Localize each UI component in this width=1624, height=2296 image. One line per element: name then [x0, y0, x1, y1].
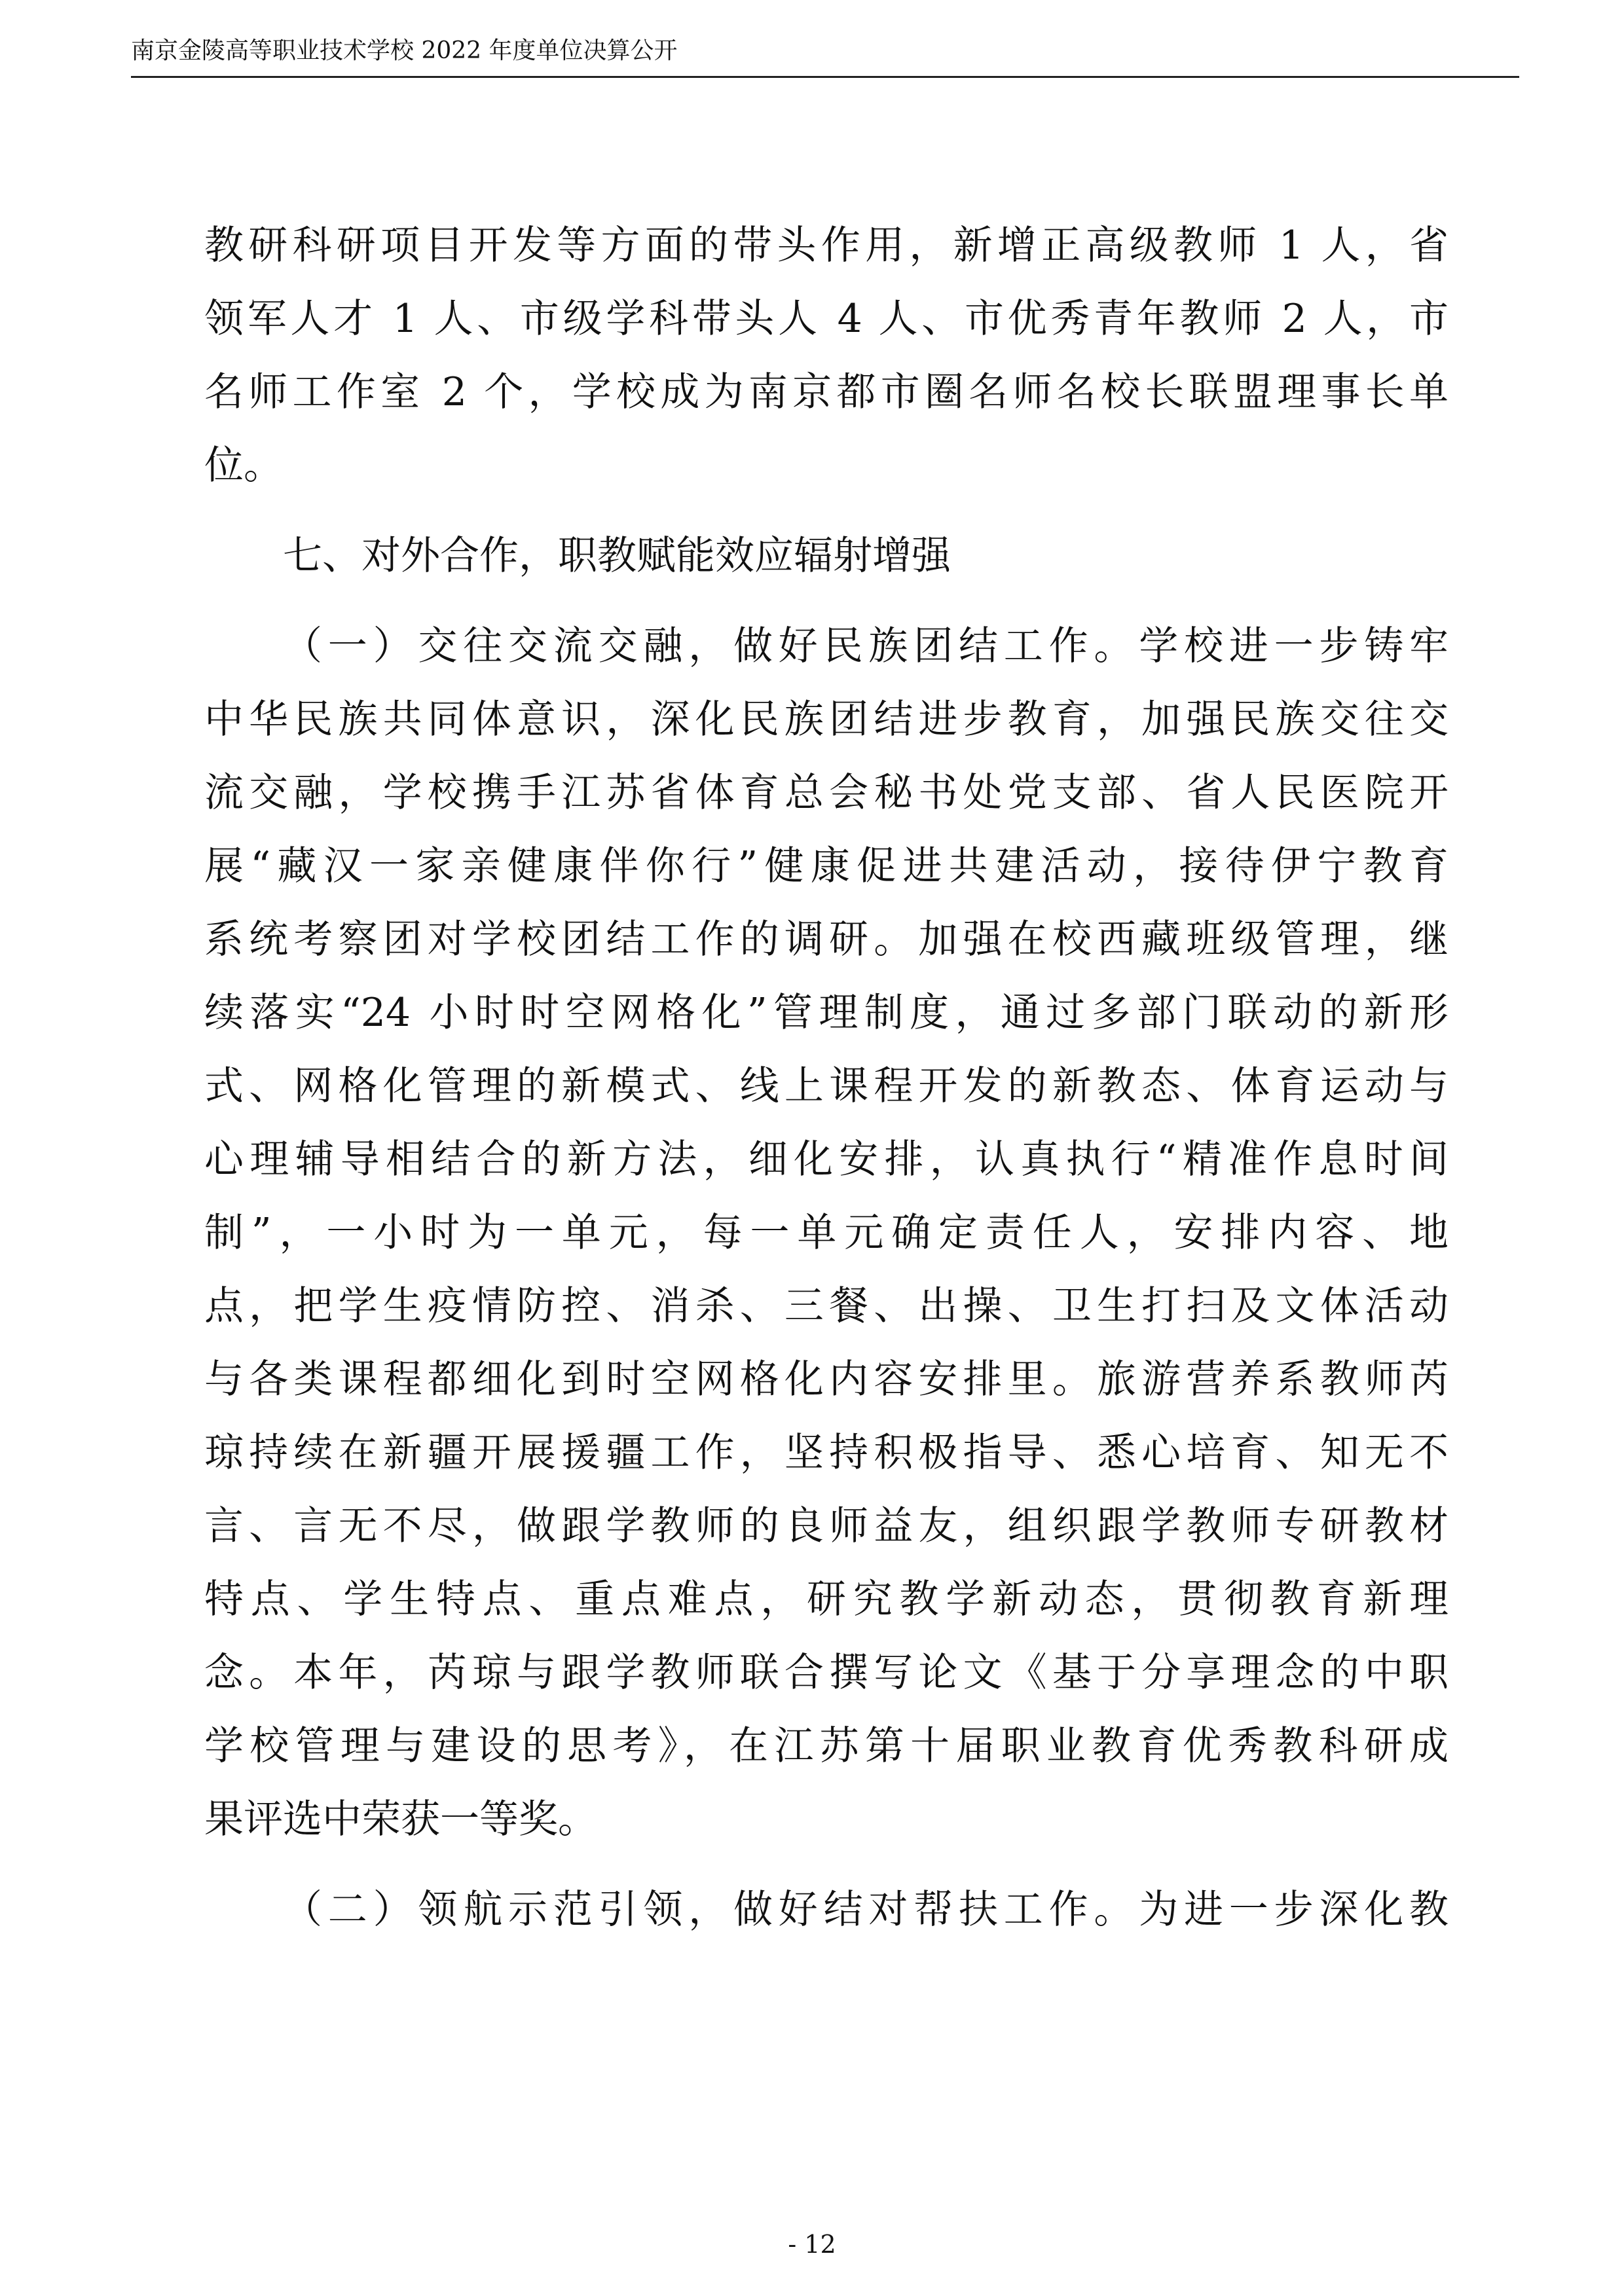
page-header — [131, 34, 1519, 78]
text-line: 心理辅导相结合的新方法，细化安排，认真执行“精准作息时间 — [204, 1137, 1449, 1182]
text-line: 琼持续在新疆开展援疆工作，坚持积极指导、悉心培育、知无不 — [204, 1430, 1449, 1476]
text-line: 流交融，学校携手江苏省体育总会秘书处党支部、省人民医院开 — [204, 770, 1449, 816]
text-line: 教研科研项目开发等方面的带头作用，新增正高级教师 1 人，省 — [204, 223, 1449, 268]
text-line: 式、网格化管理的新模式、线上课程开发的新教态、体育运动与 — [204, 1063, 1449, 1109]
page-number: - 12 — [788, 2230, 836, 2259]
text-line: （二）领航示范引领，做好结对帮扶工作。为进一步深化教 — [283, 1887, 1449, 1933]
header-title: 南京金陵高等职业技术学校 2022 年度单位决算公开 — [131, 37, 678, 64]
text-line: 点，把学生疫情防控、消杀、三餐、出操、卫生打扫及文体活动 — [204, 1283, 1449, 1329]
text-line: 领军人才 1 人、市级学科带头人 4 人、市优秀青年教师 2 人，市 — [204, 296, 1449, 342]
text-line: 续落实“24 小时时空网格化”管理制度，通过多部门联动的新形 — [204, 990, 1449, 1036]
text-line: 系统考察团对学校团结工作的调研。加强在校西藏班级管理，继 — [204, 917, 1449, 962]
text-line: 名师工作室 2 个，学校成为南京都市圈名师名校长联盟理事长单 — [204, 369, 1449, 415]
text-line: 制”，一小时为一单元，每一单元确定责任人，安排内容、地 — [204, 1210, 1449, 1256]
text-line: 念。本年，芮琼与跟学教师联合撰写论文《基于分享理念的中职 — [204, 1650, 1449, 1696]
text-line: 位。 — [204, 443, 283, 488]
text-line: 特点、学生特点、重点难点，研究教学新动态，贯彻教育新理 — [204, 1576, 1449, 1622]
text-line: 果评选中荣获一等奖。 — [204, 1796, 597, 1842]
text-line: 中华民族共同体意识，深化民族团结进步教育，加强民族交往交 — [204, 697, 1449, 742]
text-line: 展“藏汉一家亲健康伴你行”健康促进共建活动，接待伊宁教育 — [204, 843, 1449, 889]
text-line: 言、言无不尽，做跟学教师的良师益友，组织跟学教师专研教材 — [204, 1503, 1449, 1549]
text-line: 与各类课程都细化到时空网格化内容安排里。旅游营养系教师芮 — [204, 1357, 1449, 1402]
text-line: 学校管理与建设的思考》，在江苏第十届职业教育优秀教科研成 — [204, 1723, 1449, 1769]
text-line: （一）交往交流交融，做好民族团结工作。学校进一步铸牢 — [283, 623, 1449, 669]
text-line: 七、对外合作，职教赋能效应辐射增强 — [283, 533, 951, 579]
